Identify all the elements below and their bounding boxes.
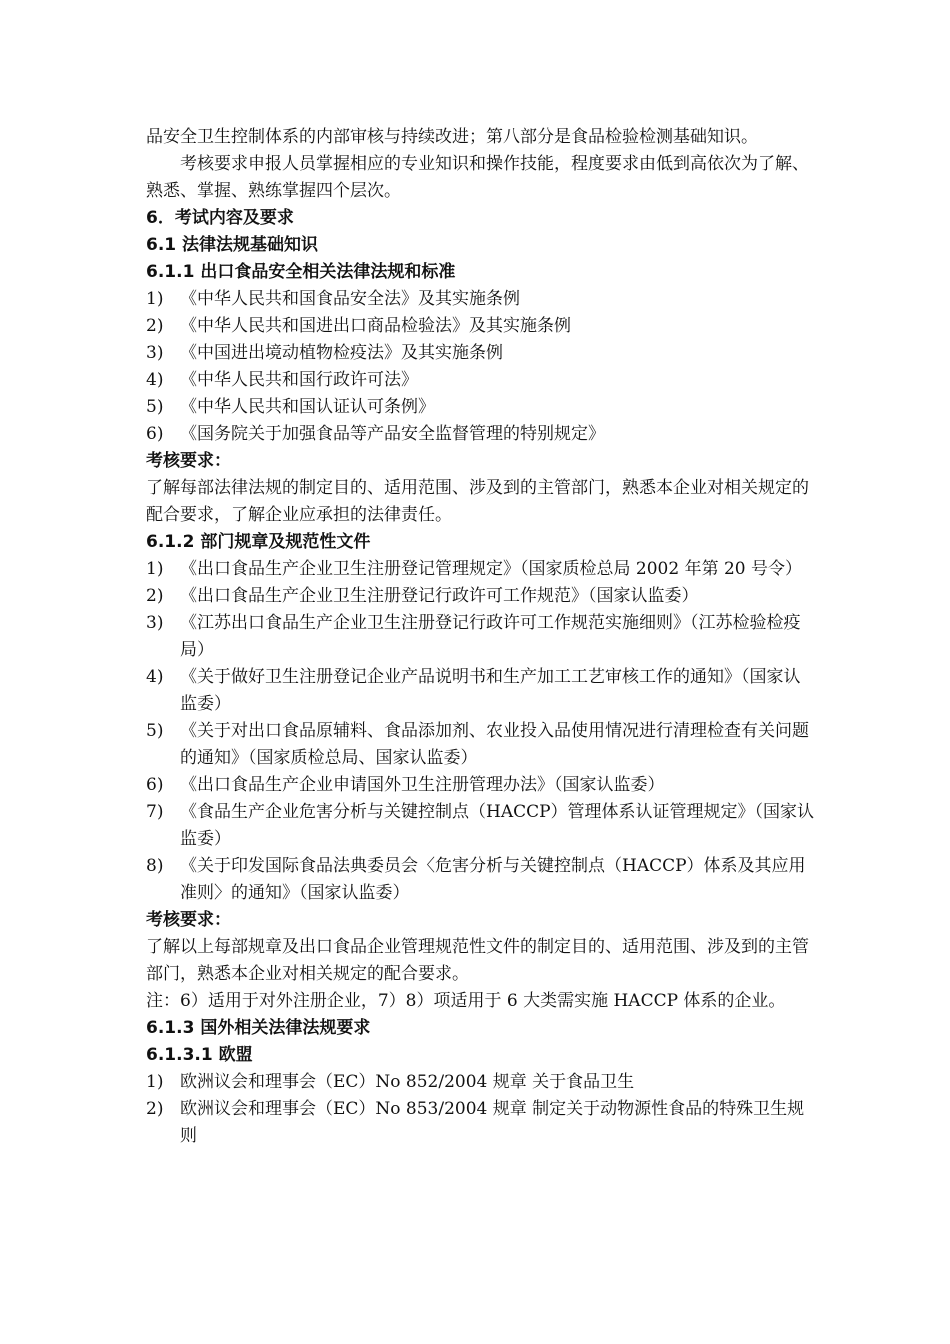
list-item: 4) 《关于做好卫生注册登记企业产品说明书和生产加工工艺审核工作的通知》（国家认监委）	[146, 667, 801, 714]
list-item: 5) 《中华人民共和国认证认可条例》	[146, 397, 435, 417]
list-item: 6) 《出口食品生产企业申请国外卫生注册管理办法》（国家认监委）	[146, 775, 665, 795]
section-heading-6-1-3-1: 6.1.3.1 欧盟	[146, 1045, 253, 1065]
section-heading-6-1: 6.1 法律法规基础知识	[146, 235, 319, 255]
note-text: 注：6）适用于对外注册企业，7）8）项适用于 6 大类需实施 HACCP 体系的企业。	[146, 991, 786, 1011]
requirement-text: 了解以上每部规章及出口食品企业管理规范性文件的制定目的、适用范围、涉及到的主管部门，熟悉本企业对相关规定的配合要求。	[146, 937, 809, 984]
list-item: 5) 《关于对出口食品原辅料、食品添加剂、农业投入品使用情况进行清理检查有关问题的通知》（国家质检总局、国家认监委）	[146, 721, 809, 768]
list-item: 2) 欧洲议会和理事会（EC）No 853/2004 规章 制定关于动物源性食品的特殊卫生规则	[146, 1099, 805, 1146]
list-item: 8) 《关于印发国际食品法典委员会〈危害分析与关键控制点（HACCP）体系及其应用准则〉的通知》（国家认监委）	[146, 856, 806, 903]
document-page	[146, 124, 816, 1150]
section-heading-6-1-1: 6.1.1 出口食品安全相关法律法规和标准	[146, 262, 456, 282]
list-6-1-3-1	[146, 1069, 816, 1150]
section-heading-6: 6．考试内容及要求	[146, 208, 294, 228]
requirement-text: 了解每部法律法规的制定目的、适用范围、涉及到的主管部门，熟悉本企业对相关规定的配合要求，了解企业应承担的法律责任。	[146, 478, 809, 525]
requirement-label: 考核要求：	[146, 451, 231, 471]
list-6-1-1	[146, 286, 816, 448]
list-item: 6) 《国务院关于加强食品等产品安全监督管理的特别规定》	[146, 424, 605, 444]
list-item: 3) 《江苏出口食品生产企业卫生注册登记行政许可工作规范实施细则》（江苏检验检疫局）	[146, 613, 801, 660]
list-item: 4) 《中华人民共和国行政许可法》	[146, 370, 418, 390]
list-6-1-2	[146, 556, 816, 907]
list-item: 1) 《中华人民共和国食品安全法》及其实施条例	[146, 289, 520, 309]
intro-paragraph: 品安全卫生控制体系的内部审核与持续改进；第八部分是食品检验检测基础知识。	[146, 127, 758, 147]
list-item: 1) 《出口食品生产企业卫生注册登记管理规定》（国家质检总局 2002 年第 20 号令）	[146, 559, 803, 579]
list-item: 7) 《食品生产企业危害分析与关键控制点（HACCP）管理体系认证管理规定》（国家认监委）	[146, 802, 815, 849]
assessment-paragraph: 考核要求申报人员掌握相应的专业知识和操作技能，程度要求由低到高依次为了解、熟悉、掌握、熟练掌握四个层次。	[146, 154, 809, 201]
list-item: 2) 《中华人民共和国进出口商品检验法》及其实施条例	[146, 316, 571, 336]
list-item: 2) 《出口食品生产企业卫生注册登记行政许可工作规范》（国家认监委）	[146, 586, 699, 606]
list-item: 3) 《中国进出境动植物检疫法》及其实施条例	[146, 343, 503, 363]
section-heading-6-1-3: 6.1.3 国外相关法律法规要求	[146, 1018, 371, 1038]
list-item: 1) 欧洲议会和理事会（EC）No 852/2004 规章 关于食品卫生	[146, 1072, 635, 1092]
requirement-label: 考核要求：	[146, 910, 231, 930]
section-heading-6-1-2: 6.1.2 部门规章及规范性文件	[146, 532, 371, 552]
